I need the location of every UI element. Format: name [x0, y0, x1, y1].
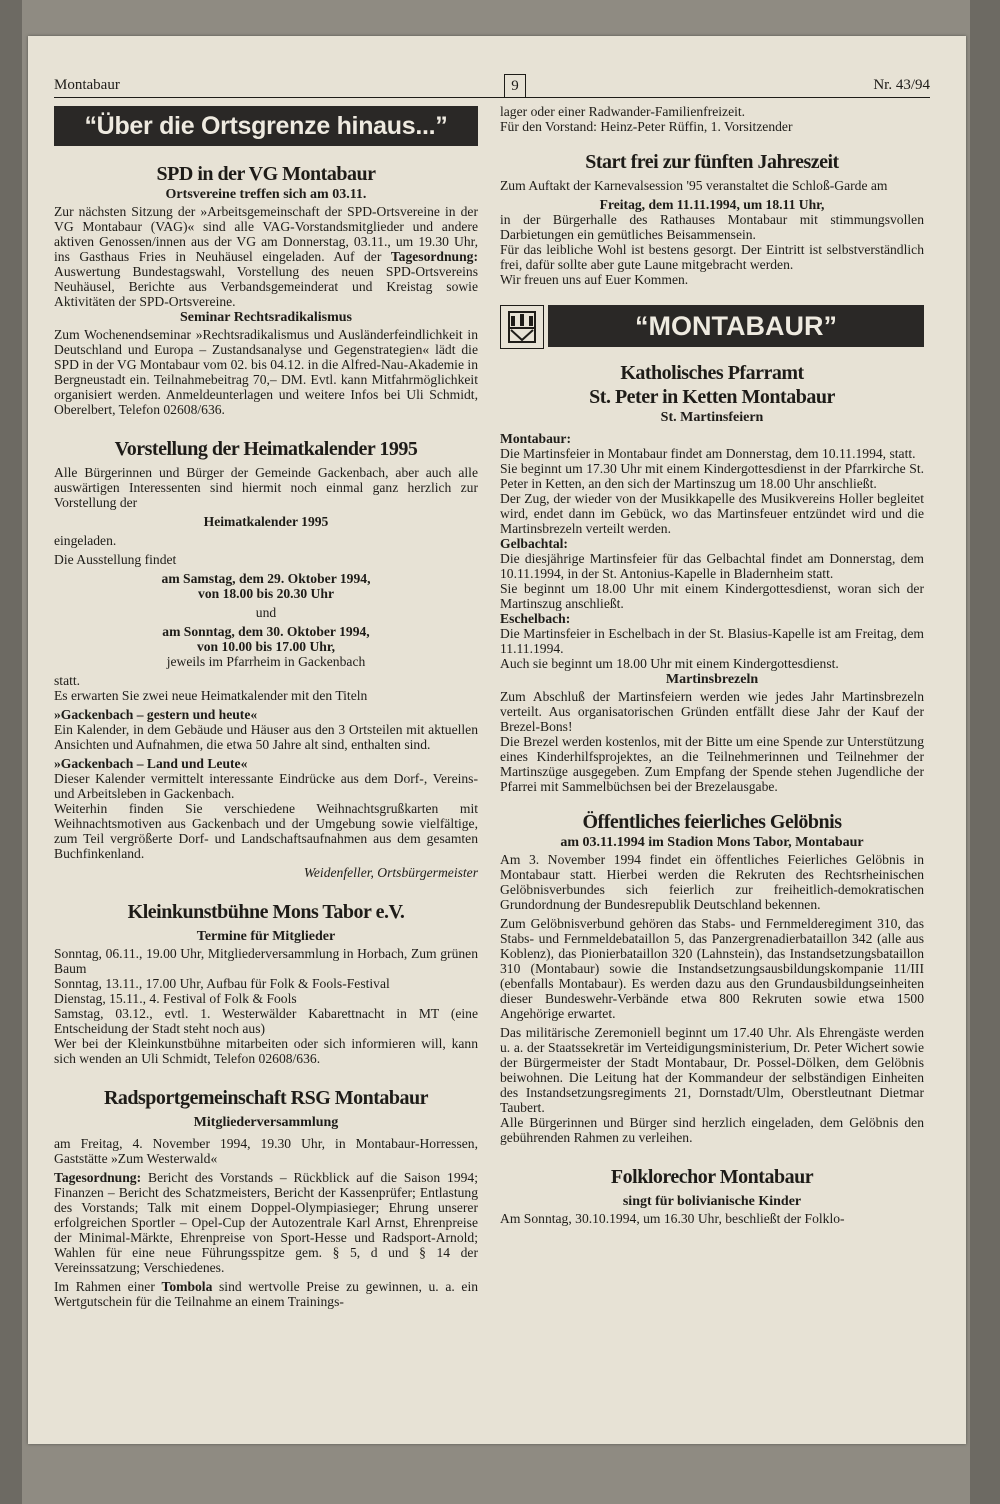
article-subtitle: am 03.11.1994 im Stadion Mons Tabor, Montabaur — [560, 835, 864, 850]
article-heimatkalender — [54, 437, 478, 880]
article-karneval — [500, 150, 924, 287]
article-title: SPD in der VG Montabaur — [156, 163, 376, 185]
article-body: Weiterhin finden Sie verschiedene Weihnachtsgrußkarten mit Weihnachtsmotiven aus Gackenbach und der Umgebung sowie vielfältige, zum Teil vergrößerte Dorf- und Landschaftsaufnahmen aus dem gesamten Buchfinkenland. — [54, 801, 478, 861]
article-rsg — [54, 1086, 478, 1309]
article-body: Ein Kalender, in dem Gebäude und Häuser aus den 3 Ortsteilen mit aktuellen Ansichten und Aufnahmen, die etwa 50 Jahre alt sind, enthalten sind. — [54, 722, 478, 752]
article-body: Zum Gelöbnisverbund gehören das Stabs- und Fernmelderegiment 310, das Stabs- und Fernmeldebataillon 5, das Panzergrenadierbataillon 342 (alle aus Koblenz), das Pionierbataillon 320 (Lahnstein), das Instandsetzungsbataillon 310 (Montabaur) sowie die Instandsetzungsausbildungskompanie 11/III (ebenfalls Montabaur). Es werden dazu aus den Grundausbildungseinheiten dieser Bundeswehr-Verbände etwa 800 Rekruten sowie etwa 1500 Angehörige erwartet. — [500, 916, 924, 1021]
section-banner-ortsgrenze: “Über die Ortsgrenze hinaus...” — [54, 106, 478, 146]
section-banner-montabaur: “MONTABAUR” — [548, 305, 924, 347]
article-title: Katholisches Pfarramt — [620, 362, 804, 384]
article-geloebnis — [500, 810, 924, 1145]
article-subtitle: Ortsvereine treffen sich am 03.11. — [165, 187, 367, 202]
body-text: sind wertvolle Preise zu gewinnen, u. a. ein Wertgutschein für die Teilnahme an einem Trainings- — [54, 1279, 479, 1309]
header-rule — [54, 97, 930, 98]
body-bold: Tombola — [161, 1279, 213, 1294]
article-body: am Freitag, 4. November 1994, 19.30 Uhr, in Montabaur-Horressen, Gaststätte »Zum Westerwald« — [54, 1136, 478, 1166]
article-body: Am Sonntag, 30.10.1994, um 16.30 Uhr, beschließt der Folklo- — [500, 1211, 845, 1226]
article-subtitle: St. Martinsfeiern — [660, 410, 764, 425]
time-line: von 10.00 bis 17.00 Uhr, — [196, 639, 336, 654]
body-bold: Tagesordnung: — [390, 249, 478, 264]
article-title: Radsportgemeinschaft RSG Montabaur — [103, 1087, 429, 1109]
parish-heading: Gelbachtal: — [500, 536, 568, 551]
article-title: St. Peter in Ketten Montabaur — [589, 386, 835, 408]
article-body: Es erwarten Sie zwei neue Heimatkalender mit den Titeln — [54, 688, 368, 703]
article-body: Die Martinsfeier in Eschelbach in der St. Blasius-Kapelle ist am Freitag, dem 11.11.1994. Auch sie beginnt um 18.00 Uhr mit einem Kindergottesdienst. — [500, 626, 924, 671]
article-body — [54, 204, 478, 309]
article-spd — [54, 162, 478, 417]
article-title: Kleinkunstbühne Mons Tabor e.V. — [127, 901, 405, 923]
newspaper-page — [28, 36, 966, 1444]
article-subheading: Seminar Rechtsradikalismus — [179, 310, 353, 325]
article-body: Alle Bürgerinnen und Bürger der Gemeinde Gackenbach, aber auch alle auswärtigen Interessenten sind hiermit noch einmal ganz herzlich zur Vorstellung der — [54, 465, 478, 510]
article-body: Das militärische Zeremoniell beginnt um 17.40 Uhr. Als Ehrengäste werden u. a. der Staatssekretär im Verteidigungsministerium, Dr. Peter Wichert sowie der Bürgermeister der Stadt Montabaur, Dr. Possel-Dölken, dem Gelöbnis beiwohnen. Die Leitung hat der Kommandeur der selbständigen Einheiten des Instandsetzungsregiments 21, Dornstadt/Ulm, Oberstleutnant Dietmar Taubert. Alle Bürgerinnen und Bürger sind herzlich eingeladen, dem Gelöbnis den gebührenden Rahmen zu verleihen. — [500, 1025, 924, 1145]
article-kleinkunst — [54, 900, 478, 1066]
article-body — [54, 1279, 478, 1309]
article-body: Zum Wochenendseminar »Rechtsradikalismus und Ausländerfeindlichkeit in Deutschland und Europa – Zustandsanalyse und Gegenstrategien« lädt die SPD in der VG Montabaur vom 02. bis 04.12. in die Alfred-Nau-Akademie in Bergneustadt ein. Teilnahmebeitrag 70,– DM. Evtl. kann Mitfahrmöglichkeit organisiert werden. Anmeldeunterlagen und weitere Infos bei Uli Schmidt, Oberelbert, Telefon 02608/636. — [54, 327, 478, 417]
article-body: Am 3. November 1994 findet ein öffentliches Feierliches Gelöbnis in Montabaur statt. Hierbei werden die Rekruten des Rechtsrheinischen Gelöbnisverbundes sich feierlich zur freiheitlich-demokratischen Grundordnung der Bundesrepublik Deutschland bekennen. — [500, 852, 924, 912]
town-crest-icon — [500, 305, 544, 349]
article-body: Sonntag, 06.11., 19.00 Uhr, Mitgliederversammlung in Horbach, Zum grünen Baum Sonntag, 13.11., 17.00 Uhr, Aufbau für Folk & Fools-Festival Dienstag, 15.11., 4. Festival of Folk & Fools Samstag, 03.12., evtl. 1. Westerwälder Kabarettnacht in MT (eine Entscheidung der Stadt steht noch aus) Wer bei der Kleinkunstbühne mitarbeiten oder sich informieren will, kann sich wenden an Uli Schmidt, Telefon 02608/636. — [54, 946, 478, 1066]
body-text: Bericht des Vorstands – Rückblick auf die Saison 1994; Finanzen – Bericht des Schatzmeisters, Bericht der Kassenprüfer; Entlastung des Vorstands; Talk mit einem Doppel-Olympiasieger; Ehrung unserer erfolgreichen Sportler – Opel-Cup der Autozentrale Karl Arnst, Ehrenpreise der Minimal-Märkte, Ehrenpreise von Sport-Hesse und Radsport-Arnold; Wahlen für eine neue Führungsspitze gem. § 5, d und § 14 der Vereinssatzung; Verschiedenes. — [54, 1170, 478, 1275]
date-line: am Sonntag, dem 30. Oktober 1994, — [162, 624, 370, 639]
article-title: Öffentliches feierliches Gelöbnis — [582, 811, 842, 833]
article-subtitle: Termine für Mitglieder — [196, 929, 336, 944]
page-number: 9 — [504, 74, 526, 98]
right-column — [500, 104, 924, 1226]
continued-text: lager oder einer Radwander-Familienfreizeit. Für den Vorstand: Heinz-Peter Rüffin, 1. Vorsitzender — [500, 104, 793, 134]
article-subheading: Martinsbrezeln — [665, 672, 759, 687]
article-title: Vorstellung der Heimatkalender 1995 — [114, 438, 418, 460]
scan-edge-left — [0, 0, 22, 1504]
body-text: Zur nächsten Sitzung der »Arbeitsgemeinschaft der SPD-Ortsvereine in der VG Montabaur (VAG)« sind alle VAG-Vorstandsmitglieder und andere aktiven Genossen/innen aus der VG am Donnerstag, 03.11., um 19.30 Uhr, ins Gasthaus Fries in Neuhäusel eingeladen. Auf der — [54, 204, 478, 264]
montabaur-banner-row — [500, 305, 924, 349]
article-body: Die diesjährige Martinsfeier für das Gelbachtal findet am Donnerstag, dem 10.11.1994, in der St. Antonius-Kapelle in Bladernheim statt. Sie beginnt um 18.00 Uhr mit einem Kindergottesdienst, woran sich der Martinszug anschließt. — [500, 551, 924, 611]
calendar-title: »Gackenbach – Land und Leute« — [54, 756, 248, 771]
calendar-name: Heimatkalender 1995 — [203, 514, 329, 529]
parish-heading: Eschelbach: — [500, 611, 571, 626]
date-line: Freitag, dem 11.11.1994, um 18.11 Uhr, — [599, 197, 825, 212]
article-subtitle: Mitgliederversammlung — [193, 1115, 339, 1130]
article-body: Dieser Kalender vermittelt interessante Eindrücke aus dem Dorf-, Vereins- und Arbeitsleben in Gackenbach. — [54, 771, 478, 801]
date-line: am Samstag, dem 29. Oktober 1994, — [161, 571, 371, 586]
place-line: jeweils im Pfarrheim in Gackenbach — [166, 654, 366, 669]
calendar-title: »Gackenbach – gestern und heute« — [54, 707, 258, 722]
body-text: Auswertung Bundestagswahl, Vorstellung des neuen SPD-Ortsvereins Neuhäusel, Berichte aus Verbandsgemeinderat und Kreistag sowie Aktivitäten der SPD-Ortsvereine. — [54, 264, 478, 309]
article-subtitle: singt für bolivianische Kinder — [622, 1194, 802, 1209]
article-body: Die Ausstellung findet — [54, 552, 177, 567]
article-body: eingeladen. — [54, 533, 117, 548]
article-folklorechor — [500, 1165, 924, 1226]
body-text: Im Rahmen einer — [54, 1279, 162, 1294]
article-body: Die Martinsfeier in Montabaur findet am Donnerstag, dem 10.11.1994, statt. Sie beginnt um 17.30 Uhr mit einem Kindergottesdienst in der Pfarrkirche St. Peter in Ketten, an den sich der Martinszug um 18.00 Uhr anschließt. Der Zug, der wieder von der Musikkapelle des Musikvereins Holler begleitet wird, endet dann im Gebück, wo das Martinsfeuer entzündet wird und die Martinsbrezeln verteilt werden. — [500, 446, 924, 536]
body-bold: Tagesordnung: — [54, 1170, 142, 1185]
and-line: und — [255, 605, 277, 620]
scan-edge-right — [970, 0, 1000, 1504]
article-title: Folklorechor Montabaur — [610, 1166, 814, 1188]
article-body: statt. — [54, 673, 81, 688]
article-title: Start frei zur fünften Jahreszeit — [585, 151, 839, 173]
article-body: Zum Abschluß der Martinsfeiern werden wie jedes Jahr Martinsbrezeln verteilt. Aus organisatorischen Gründen entfällt diese Jahr der Kauf der Brezel-Bons! Die Brezel werden kostenlos, mit der Bitte um eine Spende zur Unterstützung eines Kinderhilfsprojektes, an die Teilnehmerinnen und Teilnehmer der Martinszüge ausgegeben. Zum Empfang der Spende stehen Jugendliche der Pfarrei mit Sammelbüchsen bei der Brezelausgabe. — [500, 689, 924, 794]
parish-heading: Montabaur: — [500, 431, 571, 446]
signature: Weidenfeller, Ortsbürgermeister — [303, 865, 478, 880]
left-column — [54, 104, 478, 1309]
article-body: in der Bürgerhalle des Rathauses Montabaur mit stimmungsvollen Darbietungen ein gemütliches Beisammensein. Für das leibliche Wohl ist bestens gesorgt. Der Eintritt ist selbstverständlich frei, dafür sollte aber gute Laune mitgebracht werden. Wir freuen uns auf Euer Kommen. — [500, 212, 924, 287]
issue-number: Nr. 43/94 — [873, 77, 930, 93]
page-header — [54, 74, 930, 98]
article-pfarramt — [500, 361, 924, 794]
time-line: von 18.00 bis 20.30 Uhr — [198, 586, 334, 601]
header-town: Montabaur — [54, 77, 120, 93]
article-body: Zum Auftakt der Karnevalsession '95 veranstaltet die Schloß-Garde am — [500, 178, 888, 193]
article-body — [54, 1170, 478, 1275]
